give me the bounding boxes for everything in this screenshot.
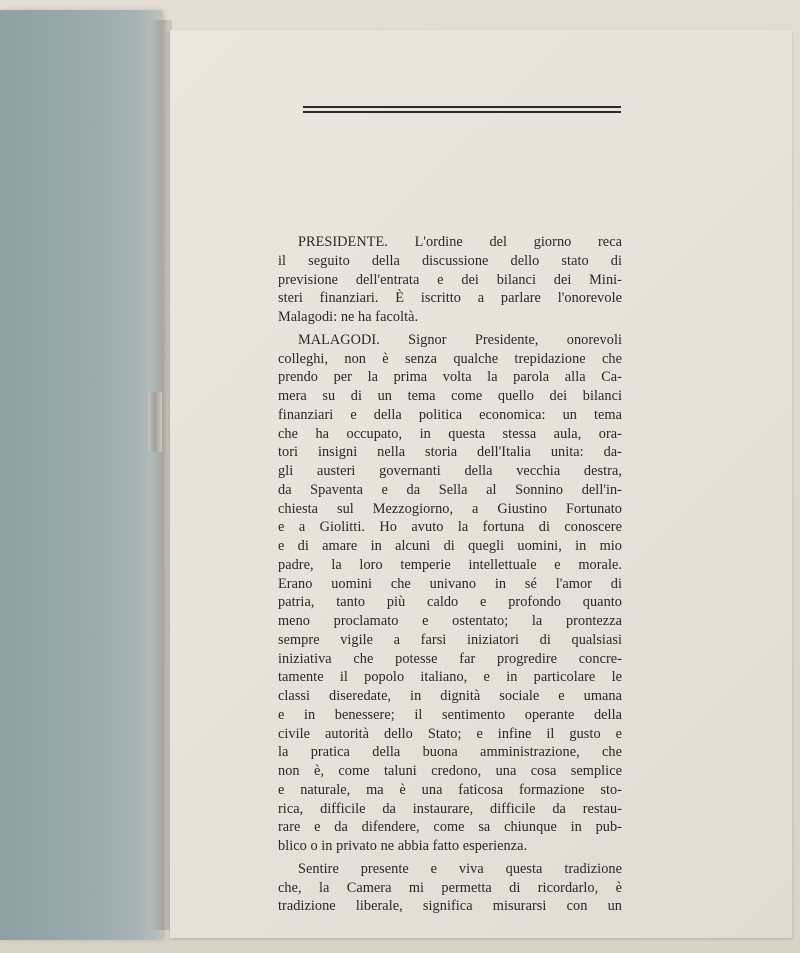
text-line: sempre vigile a farsi iniziatori di qualsiasi [278,631,622,648]
text-line: tamente il popolo italiano, e in particolare le [278,669,622,686]
text-line: Malagodi: ne ha facoltà. [278,309,419,325]
text-line: tori insigni nella storia dell'Italia unita: da- [278,444,622,461]
text-line: Erano uomini che univano in sé l'amor di [278,575,622,592]
text-line: gli austeri governanti della vecchia destra, [278,463,622,479]
rule-line-top [303,106,621,108]
text-line: civile autorità dello Stato; e infine il gusto e [278,725,622,742]
staple [148,392,162,452]
text-line: MALAGODI. Signor Presidente, onorevoli [298,331,622,348]
text-line: da Spaventa e da Sella al Sonnino dell'in- [278,481,622,498]
text-line: patria, tanto più caldo e profondo quanto [278,594,622,611]
document-page [170,30,792,938]
text-line: tradizione liberale, significa misurarsi con un [278,898,622,915]
text-line: rare e da difendere, come sa chiunque in pub- [278,819,622,836]
text-line: non è, come taluni credono, una cosa semplice [278,763,622,779]
text-line: blico o in privato ne abbia fatto esperienza. [278,838,528,854]
text-line: previsione dell'entrata e dei bilanci dei Mini- [278,271,622,288]
text-line: e in benessere; il sentimento operante della [278,706,622,723]
text-line: finanziari e della politica economica: un tema [278,406,622,423]
text-line: mera su di un tema come quello dei bilanci [278,388,622,404]
text-line: e a Giolitti. Ho avuto la fortuna di conoscere [278,519,622,536]
text-line: meno proclamato e ostentato; la prontezza [278,613,622,629]
text-line: e di amare in alcuni di quegli uomini, in mio [278,538,622,554]
paragraph-malagodi [278,331,622,856]
text-line: iniziativa che potesse far progredire concre- [278,650,622,667]
spine-shadow [150,20,172,930]
booklet-cover [0,10,162,940]
speaker-name: PRESIDENTE. [298,234,388,250]
paragraph-presidente [278,233,622,327]
text-line: chiesta sul Mezzogiorno, a Giustino Fortunato [278,500,622,517]
text-line: padre, la loro temperie intellettuale e morale. [278,556,622,573]
text-line: Sentire presente e viva questa tradizione [298,860,622,877]
text-line: classi diseredate, in dignità sociale e umana [278,688,622,704]
text-line: steri finanziari. È iscritto a parlare l'onorevole [278,290,622,307]
text-line: che ha occupato, in questa stessa aula, ora- [278,425,622,442]
text-line: e naturale, ma è una faticosa formazione sto- [278,781,622,798]
body-text [278,233,622,916]
text-line: che, la Camera mi permetta di ricordarlo, è [278,879,622,896]
text-line: prendo per la prima volta la parola alla Ca- [278,369,622,386]
text-line: colleghi, non è senza qualche trepidazione che [278,350,622,367]
text-line: il seguito della discussione dello stato di [278,252,622,269]
text-line: PRESIDENTE. L'ordine del giorno reca [298,234,622,250]
rule-line-bottom [303,111,621,113]
speaker-name: MALAGODI. [298,331,380,348]
paragraph-continuation [278,860,622,916]
double-rule-divider [303,106,621,114]
text-line: rica, difficile da instaurare, difficile da restau- [278,800,622,817]
text-line: la pratica della buona amministrazione, che [278,744,622,761]
